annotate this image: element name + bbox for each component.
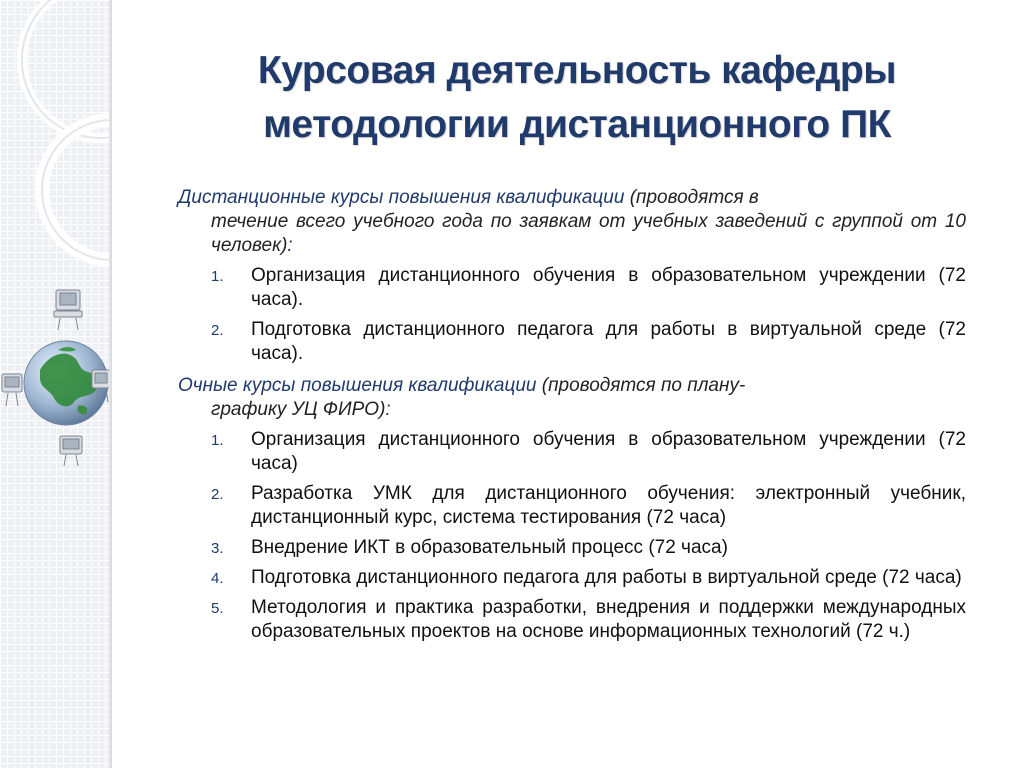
list-item — [178, 318, 966, 366]
title-line-1: Курсовая деятельность кафедры — [257, 49, 897, 92]
list-item-text: Подготовка дистанционного педагога для работы в виртуальной среде (72 часа). — [251, 319, 966, 364]
section-colon: : — [385, 399, 391, 420]
list-item-text: Методология и практика разработки, внедрения и поддержки международных образовательных проектов на основе информационных технологий (72 ч.) — [251, 597, 966, 642]
content-body — [178, 186, 966, 652]
list-number: 4. — [211, 570, 224, 587]
list-item — [178, 536, 966, 560]
list-item-text: Разработка УМК для дистанционного обучения: электронный учебник, дистанционный курс, система тестирования (72 часа) — [251, 483, 966, 528]
decorative-side-panel — [0, 0, 112, 768]
section-note: течение всего учебного года по заявкам от учебных заведений с группой от 10 человек) — [211, 211, 966, 256]
list-item — [178, 482, 966, 530]
list-item — [178, 566, 966, 590]
section-note-start: (проводятся в — [624, 187, 759, 208]
list-number: 3. — [211, 540, 224, 557]
section-colon: : — [287, 235, 293, 256]
list-item-text: Внедрение ИКТ в образовательный процесс (72 часа) — [251, 537, 728, 558]
section-fulltime-heading — [178, 374, 966, 422]
section-title: Дистанционные курсы повышения квалификации — [178, 187, 625, 208]
list-number: 5. — [211, 600, 224, 617]
list-item — [178, 428, 966, 476]
list-item-text: Организация дистанционного обучения в образовательном учреждении (72 часа). — [251, 265, 966, 310]
section-note-start: (проводятся по плану- — [536, 375, 746, 396]
list-number: 1. — [211, 432, 224, 449]
decorative-rings — [0, 0, 112, 280]
list-number: 2. — [211, 322, 224, 339]
computer-icon — [2, 374, 22, 406]
list-item-text: Подготовка дистанционного педагога для работы в виртуальной среде (72 часа) — [251, 567, 962, 588]
section-distance-heading — [178, 186, 966, 258]
title-line-2: методологии дистанционного ПК — [263, 103, 891, 146]
list-item-text: Организация дистанционного обучения в образовательном учреждении (72 часа) — [251, 429, 966, 474]
distance-course-list — [178, 264, 966, 366]
list-number: 1. — [211, 268, 224, 285]
page-title — [182, 44, 972, 152]
section-title: Очные курсы повышения квалификации — [178, 375, 537, 396]
list-number: 2. — [211, 486, 224, 503]
list-item — [178, 264, 966, 312]
section-note: графику УЦ ФИРО) — [211, 399, 386, 420]
list-item — [178, 596, 966, 644]
computer-icon — [60, 436, 82, 466]
fulltime-course-list — [178, 428, 966, 644]
computer-icon — [54, 290, 82, 330]
globe-network-illustration — [0, 278, 112, 468]
